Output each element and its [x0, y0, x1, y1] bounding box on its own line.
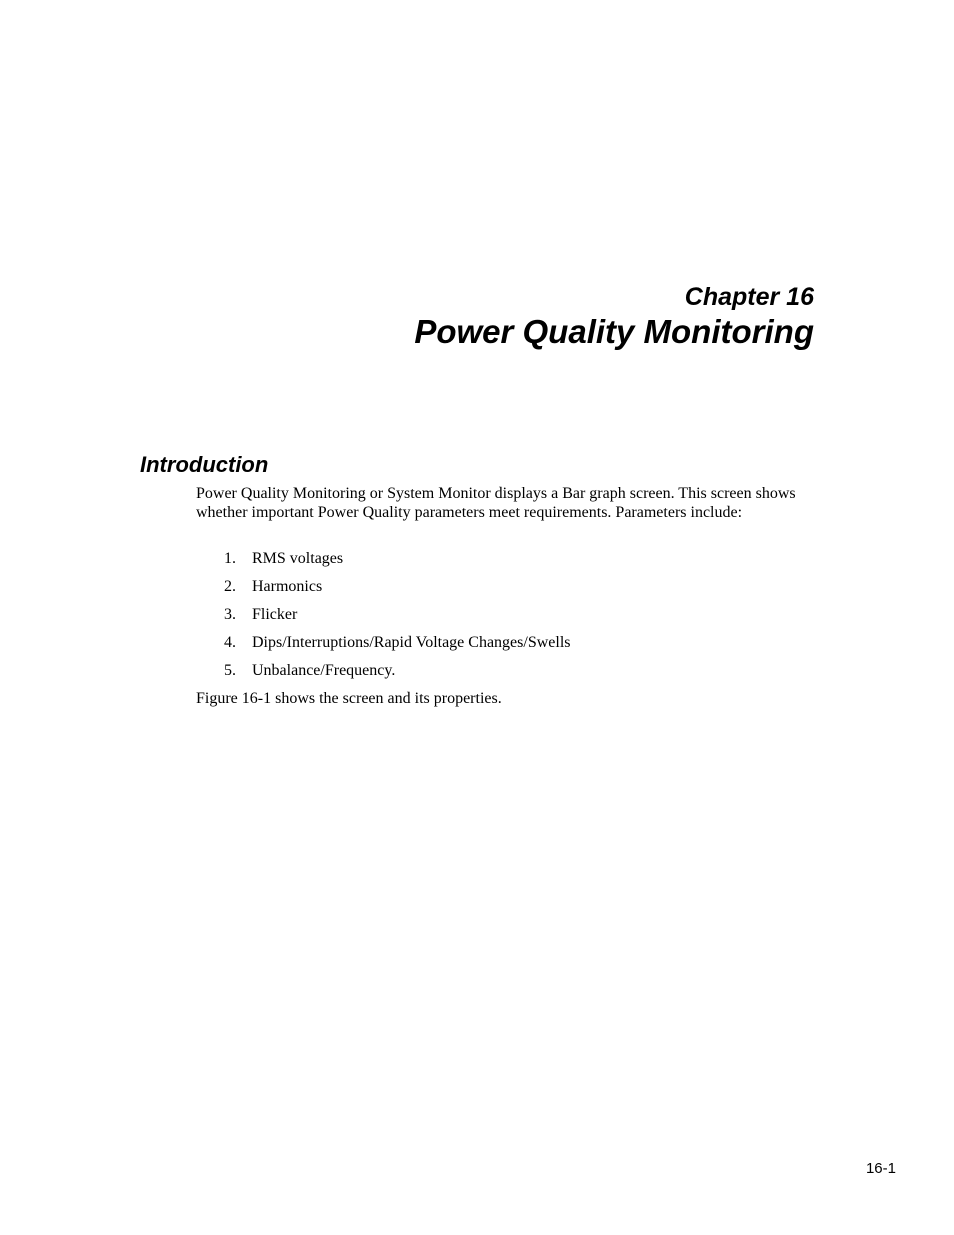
list-item-number: 5. [224, 662, 236, 679]
list-item-number: 3. [224, 606, 236, 623]
list-item-text: Flicker [252, 606, 298, 623]
list-item-number: 1. [224, 550, 236, 567]
chapter-title: Power Quality Monitoring [414, 313, 814, 350]
list-item-number: 4. [224, 634, 236, 651]
closing-paragraph: Figure 16-1 shows the screen and its properties. [196, 690, 502, 707]
list-item-text: Harmonics [252, 578, 323, 595]
list-item-text: Unbalance/Frequency. [252, 662, 396, 679]
list-item-text: RMS voltages [252, 550, 344, 567]
chapter-label: Chapter 16 [684, 283, 814, 311]
list-item-text: Dips/Interruptions/Rapid Voltage Changes/Swells [252, 634, 571, 651]
page-number: 16-1 [865, 1160, 896, 1177]
list-item-number: 2. [224, 578, 236, 595]
section-heading: Introduction [140, 452, 269, 477]
intro-paragraph: Power Quality Monitoring or System Monitor displays a Bar graph screen. This screen shows whether important Power Quality parameters meet requirements. Parameters include: [196, 485, 796, 521]
